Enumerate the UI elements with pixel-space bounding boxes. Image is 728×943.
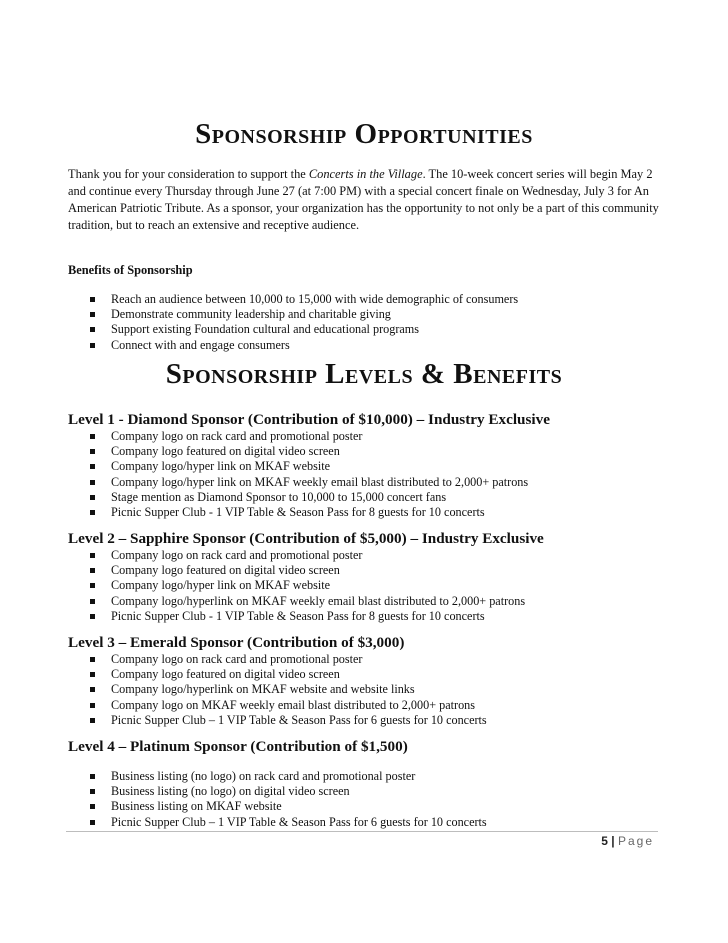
list-item: Reach an audience between 10,000 to 15,000 with wide demographic of consumers xyxy=(88,292,688,307)
bullet-square-icon xyxy=(90,718,95,723)
level-3-list xyxy=(88,652,688,728)
list-item: Business listing (no logo) on digital video screen xyxy=(88,784,688,799)
bullet-square-icon xyxy=(90,568,95,573)
page-number-value: 5 xyxy=(601,834,608,848)
bullet-square-icon xyxy=(90,774,95,779)
page-number-separator: | xyxy=(611,834,615,848)
list-item: Picnic Supper Club - 1 VIP Table & Season Pass for 8 guests for 10 concerts xyxy=(88,505,688,520)
bullet-square-icon xyxy=(90,599,95,604)
bullet-square-icon xyxy=(90,297,95,302)
bullet-square-icon xyxy=(90,687,95,692)
page-title: Sponsorship Opportunities xyxy=(195,118,533,150)
bullet-square-icon xyxy=(90,614,95,619)
level-2-list xyxy=(88,548,688,624)
bullet-square-icon xyxy=(90,804,95,809)
list-item: Company logo featured on digital video screen xyxy=(88,667,688,682)
level-1-heading: Level 1 - Diamond Sponsor (Contribution of $10,000) – Industry Exclusive xyxy=(68,411,550,428)
level-4-heading: Level 4 – Platinum Sponsor (Contribution of $1,500) xyxy=(68,738,408,755)
list-item: Company logo on rack card and promotional poster xyxy=(88,429,688,444)
list-item: Picnic Supper Club – 1 VIP Table & Season Pass for 6 guests for 10 concerts xyxy=(88,815,688,830)
intro-paragraph xyxy=(68,166,668,234)
list-item: Support existing Foundation cultural and educational programs xyxy=(88,322,688,337)
bullet-square-icon xyxy=(90,672,95,677)
list-item: Picnic Supper Club – 1 VIP Table & Season Pass for 6 guests for 10 concerts xyxy=(88,713,688,728)
bullet-square-icon xyxy=(90,657,95,662)
bullet-square-icon xyxy=(90,434,95,439)
footer-divider xyxy=(66,831,658,832)
intro-text-before: Thank you for your consideration to support the xyxy=(68,167,309,181)
list-item: Demonstrate community leadership and charitable giving xyxy=(88,307,688,322)
list-item: Company logo/hyper link on MKAF weekly email blast distributed to 2,000+ patrons xyxy=(88,475,688,490)
bullet-square-icon xyxy=(90,583,95,588)
level-3-heading: Level 3 – Emerald Sponsor (Contribution of $3,000) xyxy=(68,634,405,651)
page-number xyxy=(601,834,654,848)
level-4-list xyxy=(88,769,688,830)
bullet-square-icon xyxy=(90,553,95,558)
bullet-square-icon xyxy=(90,312,95,317)
bullet-square-icon xyxy=(90,449,95,454)
intro-text-after: . The 10-week concert series will begin May 2 and continue every Thursday through June 27 (at 7:00 PM) with a special concert finale on Wednesday, July 3 for An American Patriotic Tribute. As a sponsor, your organization has the opportunity to not only be a part of this community tradition, but to reach an extensive and receptive audience. xyxy=(68,167,659,232)
bullet-square-icon xyxy=(90,820,95,825)
list-item: Company logo/hyper link on MKAF website xyxy=(88,459,688,474)
list-item: Business listing (no logo) on rack card and promotional poster xyxy=(88,769,688,784)
list-item: Company logo featured on digital video screen xyxy=(88,444,688,459)
level-2-heading: Level 2 – Sapphire Sponsor (Contribution of $5,000) – Industry Exclusive xyxy=(68,530,544,547)
list-item: Company logo/hyperlink on MKAF website and website links xyxy=(88,682,688,697)
list-item: Company logo on MKAF weekly email blast distributed to 2,000+ patrons xyxy=(88,698,688,713)
list-item: Company logo/hyper link on MKAF website xyxy=(88,578,688,593)
bullet-square-icon xyxy=(90,343,95,348)
list-item: Picnic Supper Club - 1 VIP Table & Season Pass for 8 guests for 10 concerts xyxy=(88,609,688,624)
bullet-square-icon xyxy=(90,464,95,469)
list-item: Company logo on rack card and promotional poster xyxy=(88,548,688,563)
list-item: Company logo featured on digital video screen xyxy=(88,563,688,578)
page-word: Page xyxy=(617,834,654,848)
series-name: Concerts in the Village xyxy=(308,167,423,181)
list-item: Business listing on MKAF website xyxy=(88,799,688,814)
list-item: Company logo on rack card and promotional poster xyxy=(88,652,688,667)
bullet-square-icon xyxy=(90,495,95,500)
bullet-square-icon xyxy=(90,480,95,485)
bullet-square-icon xyxy=(90,703,95,708)
list-item: Company logo/hyperlink on MKAF weekly email blast distributed to 2,000+ patrons xyxy=(88,594,688,609)
level-1-list xyxy=(88,429,688,520)
levels-title: Sponsorship Levels & Benefits xyxy=(165,358,563,390)
bullet-square-icon xyxy=(90,327,95,332)
benefits-heading: Benefits of Sponsorship xyxy=(68,263,193,277)
bullet-square-icon xyxy=(90,789,95,794)
list-item: Connect with and engage consumers xyxy=(88,338,688,353)
benefits-list xyxy=(88,292,688,353)
list-item: Stage mention as Diamond Sponsor to 10,000 to 15,000 concert fans xyxy=(88,490,688,505)
bullet-square-icon xyxy=(90,510,95,515)
